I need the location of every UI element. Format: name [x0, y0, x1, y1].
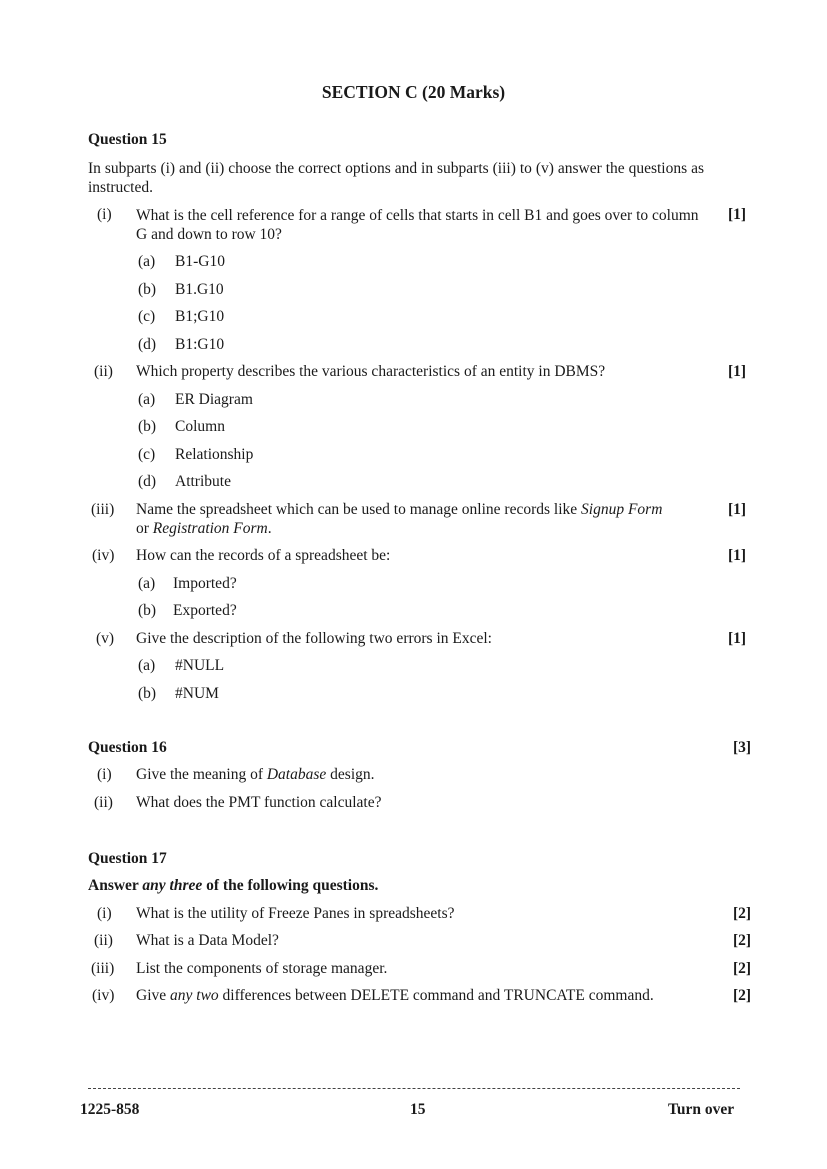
q15-iv-marks: [1]	[728, 547, 747, 564]
q17-item-text: What is the utility of Freeze Panes in spreadsheets?	[136, 905, 455, 922]
q15-i-option-text: B1-G10	[175, 253, 225, 270]
q15-i-option-label: (d)	[138, 336, 157, 353]
q17-item-number: (ii)	[94, 932, 113, 949]
q17-item-text: List the components of storage manager.	[136, 960, 388, 977]
question-17-instruction: Answer any three of the following questions.	[88, 877, 379, 894]
q17-item-marks: [2]	[733, 905, 752, 922]
q16-i-text: Give the meaning of Database design.	[136, 766, 375, 783]
q15-v-number: (v)	[96, 630, 115, 647]
q15-ii-option-label: (d)	[138, 473, 157, 490]
q15-iv-option-text: Imported?	[173, 575, 237, 592]
page-number: 15	[410, 1101, 426, 1118]
q15-iv-option-label: (a)	[138, 575, 156, 592]
q15-i-marks: [1]	[728, 206, 747, 223]
q15-v-option-text: #NULL	[175, 657, 225, 674]
q17-item-number: (i)	[97, 905, 112, 922]
q15-ii-option-label: (a)	[138, 391, 156, 408]
section-title: SECTION C (20 Marks)	[321, 82, 506, 102]
footer-divider	[88, 1088, 740, 1089]
q15-iii-number: (iii)	[91, 501, 115, 518]
q16-ii-number: (ii)	[94, 794, 113, 811]
q15-ii-marks: [1]	[728, 363, 747, 380]
q15-v-text: Give the description of the following two errors in Excel:	[136, 630, 492, 647]
q15-i-option-label: (b)	[138, 281, 157, 298]
q16-i-number: (i)	[97, 766, 112, 783]
q15-ii-option-text: Column	[175, 418, 225, 435]
q15-i-option-label: (a)	[138, 253, 156, 270]
question-15-instruction: In subparts (i) and (ii) choose the correct options and in subparts (iii) to (v) answer the questions as instructed.	[88, 160, 704, 196]
q15-i-option-text: B1:G10	[175, 336, 225, 353]
q15-iii-marks: [1]	[728, 501, 747, 518]
q17-iv-number: (iv)	[92, 987, 115, 1004]
q15-ii-option-label: (c)	[138, 446, 156, 463]
q16-ii-text: What does the PMT function calculate?	[136, 794, 382, 811]
q15-iv-number: (iv)	[92, 547, 115, 564]
q15-ii-option-text: Attribute	[175, 473, 231, 490]
paper-code: 1225-858	[80, 1101, 140, 1118]
question-17-heading: Question 17	[88, 850, 167, 867]
q17-iv-marks: [2]	[733, 987, 752, 1004]
q17-item-number: (iii)	[91, 960, 115, 977]
q15-iii-text-line2: or Registration Form.	[136, 520, 272, 537]
q15-iv-text: How can the records of a spreadsheet be:	[136, 547, 391, 564]
q15-i-option-text: B1;G10	[175, 308, 225, 325]
q15-v-option-label: (b)	[138, 685, 157, 702]
q15-ii-option-label: (b)	[138, 418, 157, 435]
q15-i-option-text: B1.G10	[175, 281, 224, 298]
q17-item-marks: [2]	[733, 932, 752, 949]
q15-ii-number: (ii)	[94, 363, 113, 380]
q15-ii-option-text: ER Diagram	[175, 391, 253, 408]
q15-i-text: What is the cell reference for a range of cells that starts in cell B1 and goes over to column G and down to row 10?	[136, 207, 699, 243]
q15-iii-text-line1: Name the spreadsheet which can be used to manage online records like Signup Form	[136, 501, 663, 518]
q17-item-marks: [2]	[733, 960, 752, 977]
q17-iv-text: Give any two differences between DELETE command and TRUNCATE command.	[136, 987, 654, 1004]
q15-v-marks: [1]	[728, 630, 747, 647]
q15-ii-option-text: Relationship	[175, 446, 254, 463]
question-16-marks: [3]	[733, 739, 752, 756]
q15-v-option-text: #NUM	[175, 685, 219, 702]
question-15-heading: Question 15	[88, 131, 167, 148]
q17-item-text: What is a Data Model?	[136, 932, 279, 949]
q15-iv-option-text: Exported?	[173, 602, 237, 619]
q15-iv-option-label: (b)	[138, 602, 157, 619]
turn-over: Turn over	[668, 1101, 735, 1118]
q15-i-option-label: (c)	[138, 308, 156, 325]
q15-v-option-label: (a)	[138, 657, 156, 674]
question-16-heading: Question 16	[88, 739, 167, 756]
q15-i-number: (i)	[97, 206, 112, 223]
q15-ii-text: Which property describes the various characteristics of an entity in DBMS?	[136, 363, 606, 380]
